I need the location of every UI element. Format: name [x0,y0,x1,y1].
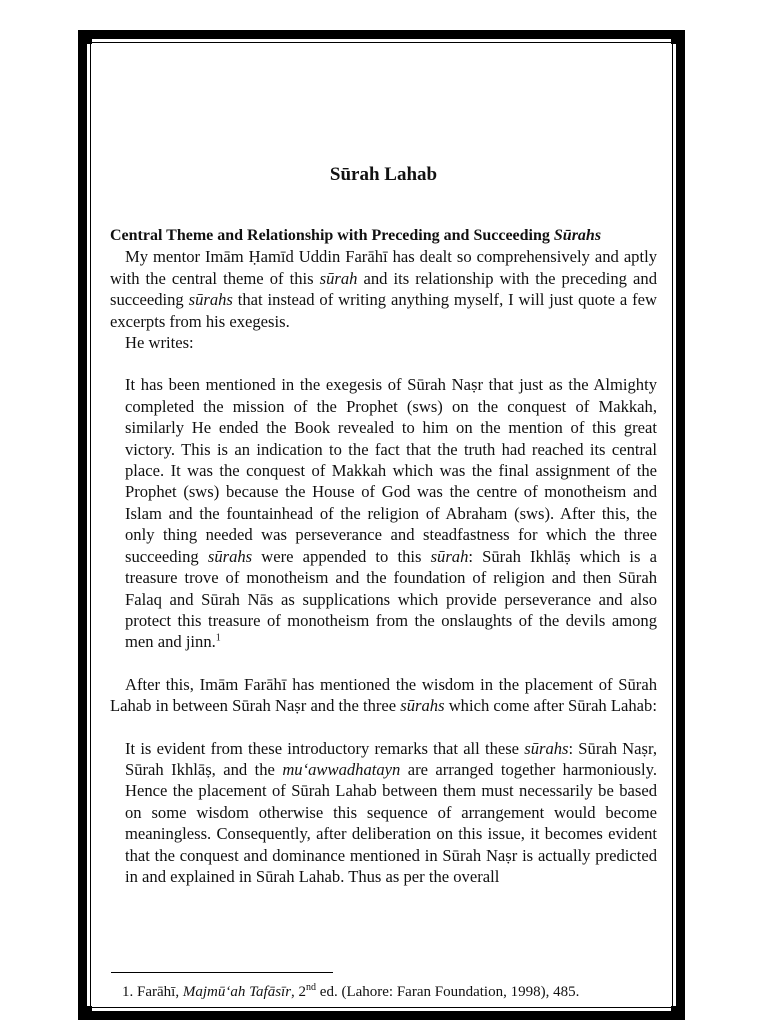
block-quote-2 [125,738,657,888]
text-italic: mu‘awwadhatayn [282,759,401,779]
text-run: and its relationship with the preceding and succeeding [110,268,657,310]
text-run: It has been mentioned in the exegesis of Sūrah Naṣr that just as the Almighty completed the mission of the Prophet (sws) on the conquest of Makkah, similarly He ended the Book revealed to him on the mention of this great victory. This is an indication to the fact that the truth had reached its central place. It was the conquest of Makkah which was the final assignment of the Prophet (sws) because the House of God was the centre of monotheism and Islam and the fountainhead of the religion of Abraham (sws). After this, the only thing needed was perseverance and steadfastness for which the three succeeding [125,375,657,566]
spacer [110,653,657,674]
text-run: , 2 [291,984,307,1000]
border-bar-top [90,33,673,39]
text-run: : Sūrah Naṣr, Sūrah Ikhlāṣ, and the [125,738,657,779]
text-run: 1. Farāhī, [122,984,183,1000]
page-content [110,160,657,887]
border-bar-bottom [90,1011,673,1017]
spacer [110,353,657,374]
border-bar-left [81,42,87,1008]
block-quote-1 [125,374,657,652]
paragraph-placement [110,674,657,717]
paragraph-intro [110,246,657,332]
text-run: : Sūrah Ikhlāṣ which is a treasure trove of monotheism and the foundation of religion and then Sūrah Falaq and Sūrah Nās as supplications which provide perseverance and also protect this treasure of monotheism from the onslaughts of the devils among men and jinn. [125,546,657,652]
text-run: were appended to this [252,546,431,566]
paragraph-he-writes: He writes: [125,333,194,353]
border-corner-br [671,1006,685,1020]
text-run: that instead of writing anything myself, I will just quote a few excerpts from his exegesis. [110,290,657,331]
border-corner-tl [78,30,92,44]
section-heading-text: Central Theme and Relationship with Preceding and Succeeding [110,227,554,244]
text-run: are arranged together harmoniously. Hence the placement of Sūrah Lahab between them must necessarily be based on some wisdom otherwise this sequence of arrangement would become meaningless. Consequently, after deliberation on this issue, it becomes evident that the conquest and dominance mentioned in Sūrah Naṣr is actually predicted in and explained in Sūrah Lahab. Thus as per the overall [125,759,657,886]
text-italic: sūrahs [188,290,233,310]
footnote-1 [122,982,662,1002]
text-italic: sūrah [430,546,469,566]
text-run: ed. (Lahore: Faran Foundation, 1998), 485. [316,984,580,1000]
text-run: After this, Imām Farāhī has mentioned the wisdom in the placement of Sūrah Lahab in between Sūrah Naṣr and the three [110,674,657,716]
page-title: Sūrah Lahab [329,164,438,185]
text-superscript: nd [306,982,317,993]
border-bar-right [676,42,682,1008]
section-heading [110,225,657,246]
border-corner-bl [78,1006,92,1020]
border-corner-tr [671,30,685,44]
text-italic: Majmū‘ah Tafāsīr [182,984,292,1000]
text-italic: sūrahs [207,546,253,566]
text-italic: sūrahs [400,696,445,716]
footnote-separator [111,972,333,973]
text-run: My mentor Imām Ḥamīd Uddin Farāhī has dealt so comprehensively and aptly with the central theme of this [110,247,657,288]
footnote-marker[interactable]: 1 [215,632,221,644]
text-run: which come after Sūrah Lahab: [444,696,657,716]
section-heading-italic: Sūrahs [553,227,602,244]
spacer [110,717,657,738]
text-italic: sūrah [319,268,358,288]
text-italic: sūrahs [524,738,569,758]
text-run: It is evident from these introductory remarks that all these [125,738,525,758]
